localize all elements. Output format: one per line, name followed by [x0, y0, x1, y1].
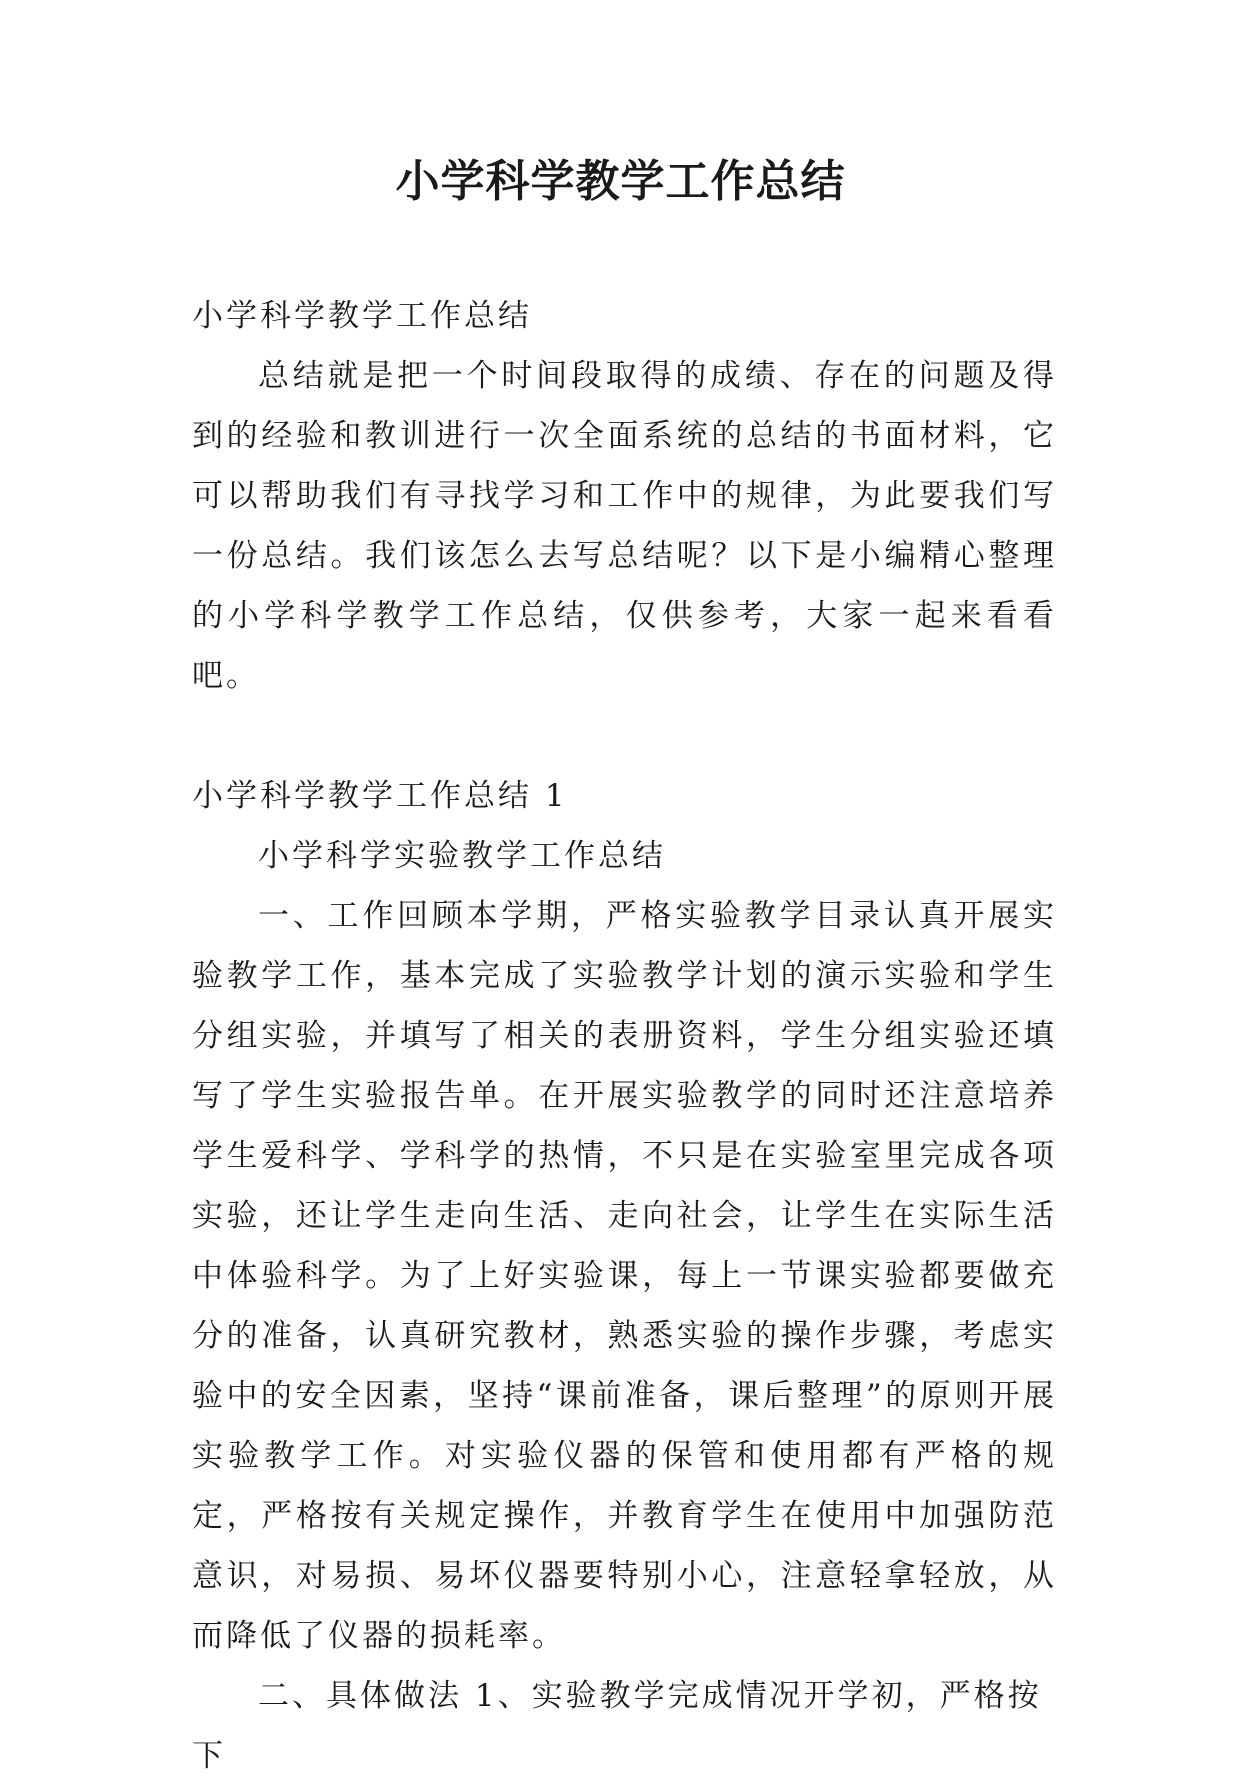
section-heading: 小学科学教学工作总结 1 [192, 778, 568, 814]
paragraph-gap [192, 706, 1057, 766]
intro-paragraph: 总结就是把一个时间段取得的成绩、存在的问题及得到的经验和教训进行一次全面系统的总结的书面材料，它可以帮助我们有寻找学习和工作中的规律，为此要我们写一份总结。我们该怎么去写总结呢？以下是小编精心整理的小学科学教学工作总结，仅供参考，大家一起来看看吧。 [192, 358, 1057, 694]
body-paragraph: 二、具体做法 1、实验教学完成情况开学初，严格按下 [192, 1678, 1042, 1774]
body-paragraph: 一、工作回顾本学期，严格实验教学目录认真开展实验教学工作，基本完成了实验教学计划的演示实验和学生分组实验，并填写了相关的表册资料，学生分组实验还填写了学生实验报告单。在开展实验教学的同时还注意培养学生爱科学、学科学的热情，不只是在实验室里完成各项实验，还让学生走向生活、走向社会，让学生在实际生活中体验科学。为了上好实验课，每上一节课实验都要做充分的准备，认真研究教材，熟悉实验的操作步骤，考虑实验中的安全因素，坚持“课前准备，课后整理”的原则开展实验教学工作。对实验仪器的保管和使用都有严格的规定，严格按有关规定操作，并教育学生在使用中加强防范意识，对易损、易坏仪器要特别小心，注意轻拿轻放，从而降低了仪器的损耗率。 [192, 898, 1057, 1654]
document-body [192, 286, 1057, 1786]
section-subheading: 小学科学实验教学工作总结 [258, 838, 666, 874]
document-title: 小学科学教学工作总结 [395, 156, 846, 207]
document-subtitle: 小学科学教学工作总结 [192, 298, 532, 334]
